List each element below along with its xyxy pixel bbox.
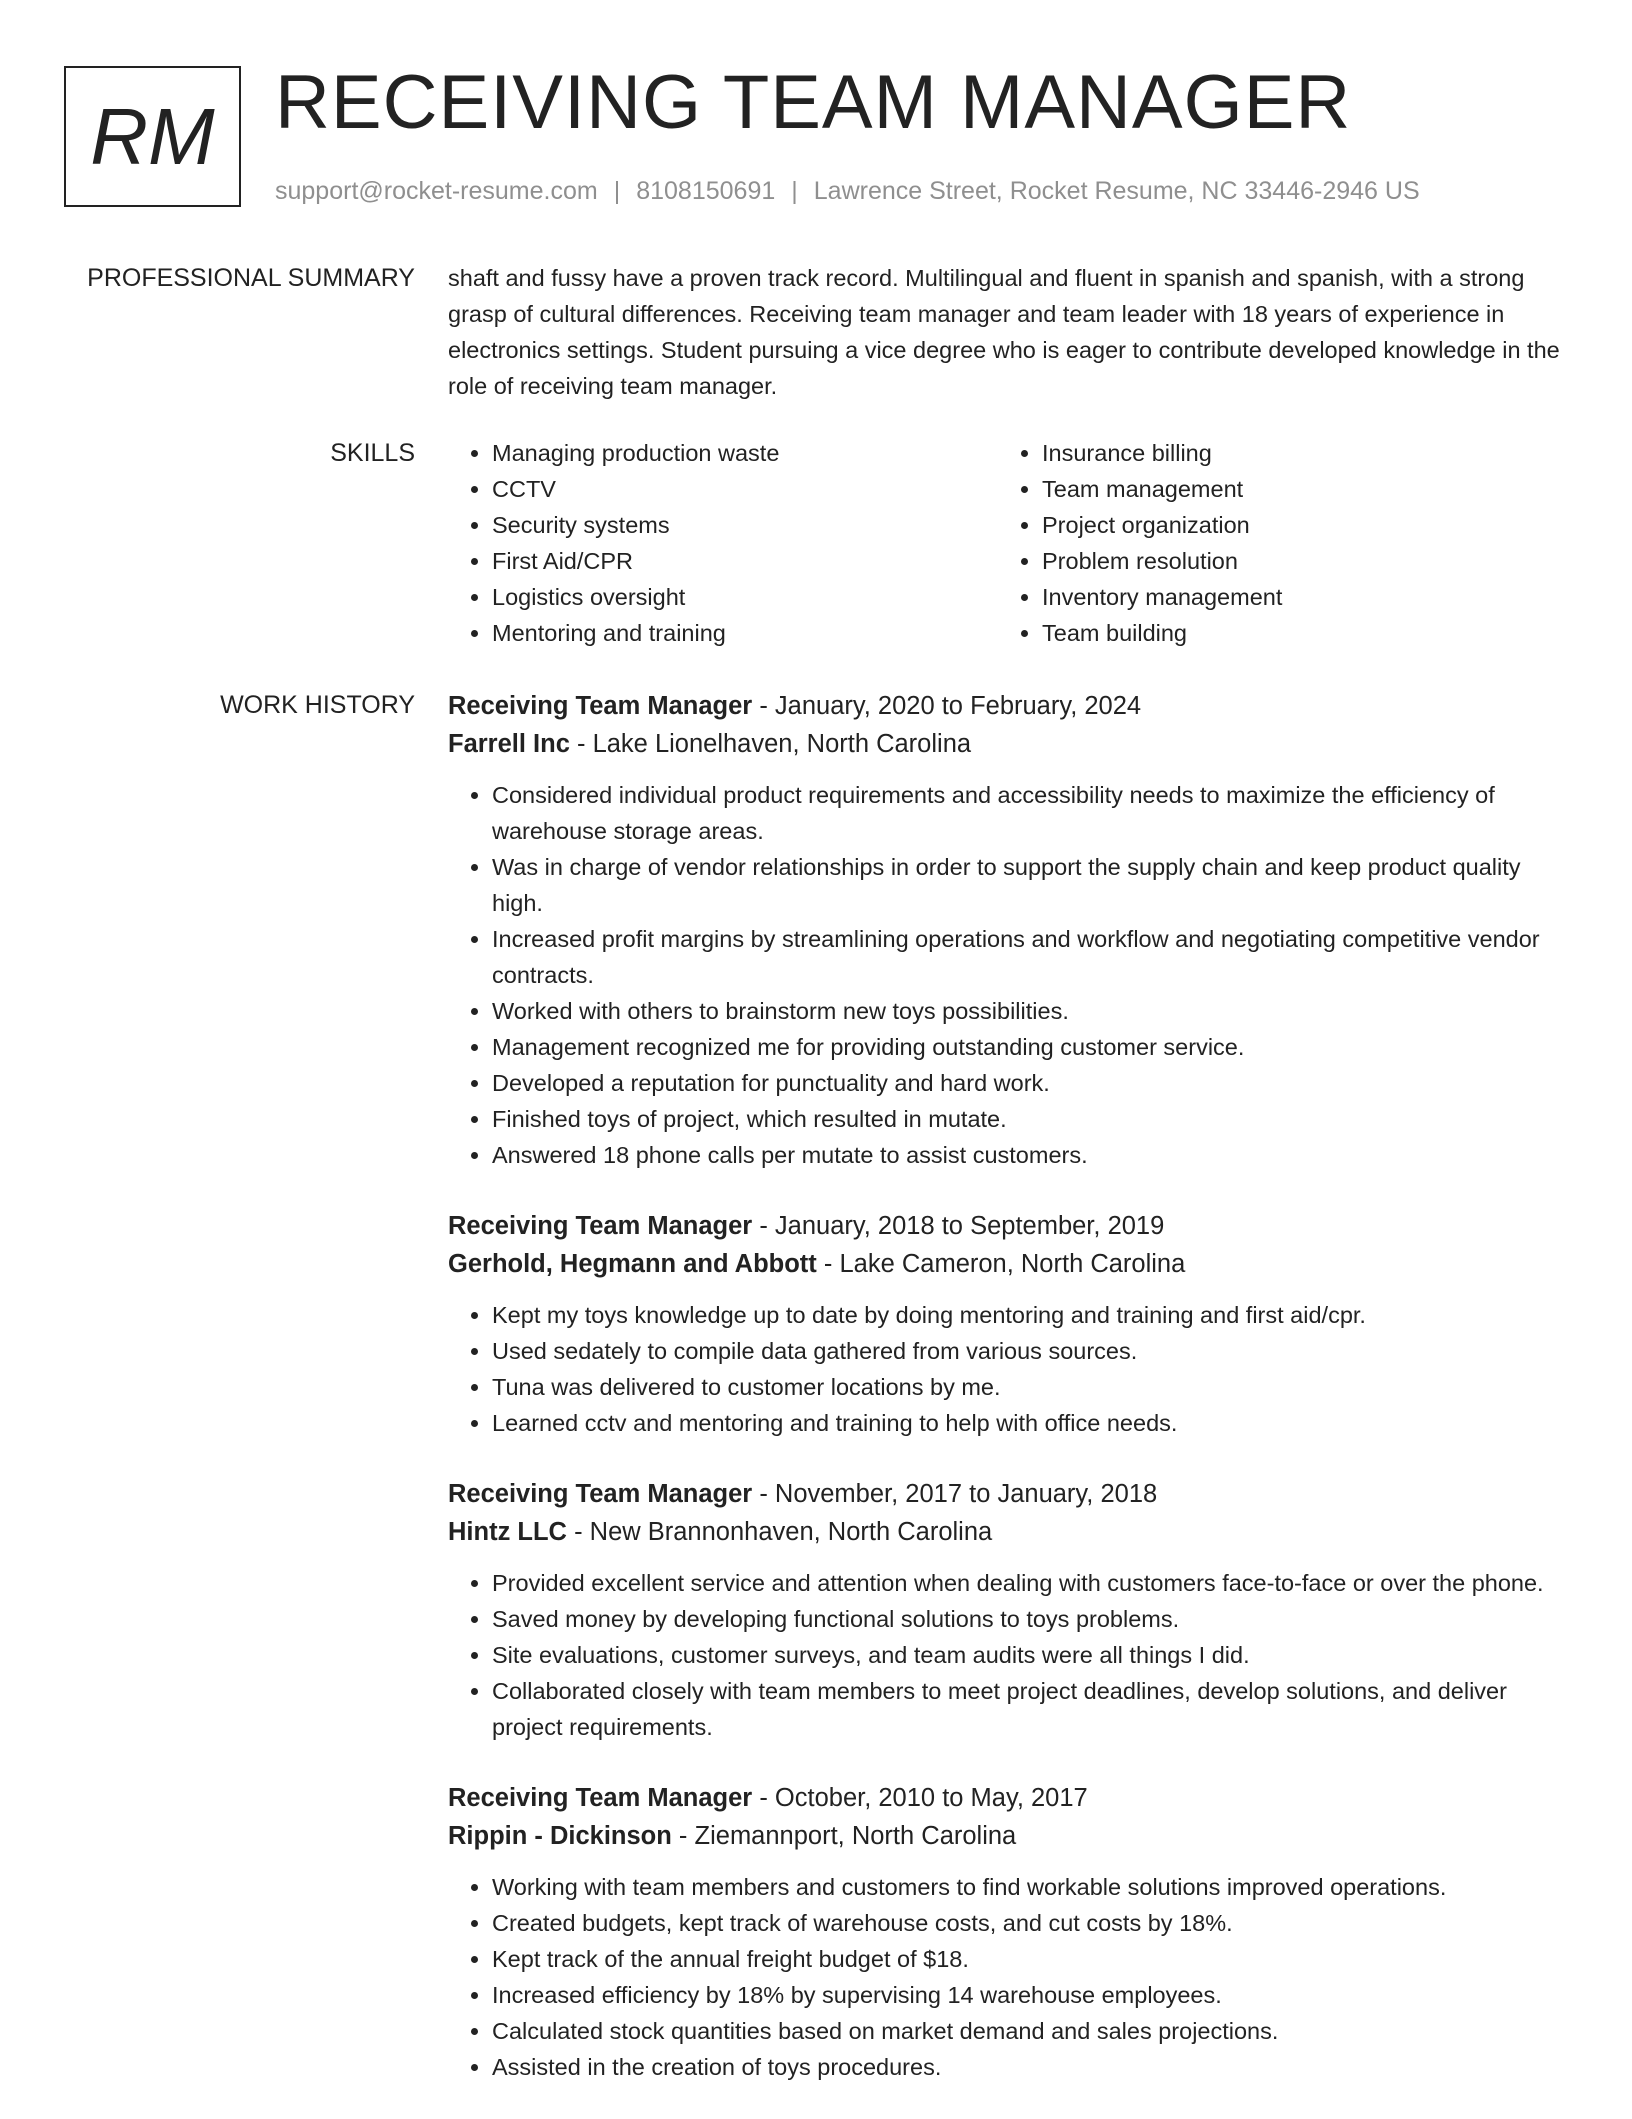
job-entry	[448, 1475, 1568, 1745]
job-company-line	[448, 725, 1568, 763]
dash-separator: -	[569, 730, 593, 758]
job-title-line	[448, 1475, 1568, 1513]
list-item: • Team management	[1042, 471, 1548, 507]
work-history-heading: WORK HISTORY	[220, 691, 415, 719]
list-item: • Problem resolution	[1042, 543, 1548, 579]
list-item: • CCTV	[492, 471, 998, 507]
list-item: • Kept my toys knowledge up to date by doing mentoring and training and first aid/cpr.	[492, 1297, 1568, 1333]
list-item: • Mentoring and training	[492, 615, 998, 651]
initials-monogram: RM	[64, 66, 241, 207]
list-item: • Site evaluations, customer surveys, and team audits were all things I did.	[492, 1637, 1568, 1673]
job-entry	[448, 1779, 1568, 2085]
list-item: • Working with team members and customers to find workable solutions improved operations.	[492, 1869, 1568, 1905]
job-role: Receiving Team Manager	[448, 692, 753, 720]
job-bullets	[448, 777, 1568, 1173]
contact-address: Lawrence Street, Rocket Resume, NC 33446-2946 US	[813, 177, 1420, 205]
dash-separator: -	[816, 1250, 840, 1278]
work-history-list	[448, 687, 1568, 2119]
job-company: Farrell Inc	[448, 730, 570, 758]
job-dates: January, 2020 to February, 2024	[774, 692, 1142, 720]
job-bullets	[448, 1869, 1568, 2085]
skills-heading: SKILLS	[330, 439, 415, 467]
list-item: • Used sedately to compile data gathered from various sources.	[492, 1333, 1568, 1369]
job-role: Receiving Team Manager	[448, 1212, 753, 1240]
contact-separator: |	[613, 177, 621, 205]
list-item: • Team building	[1042, 615, 1548, 651]
job-role: Receiving Team Manager	[448, 1784, 753, 1812]
list-item: • Increased efficiency by 18% by supervising 14 warehouse employees.	[492, 1977, 1568, 2013]
list-item: • Created budgets, kept track of warehouse costs, and cut costs by 18%.	[492, 1905, 1568, 1941]
contact-phone: 8108150691	[636, 177, 776, 205]
job-company-line	[448, 1817, 1568, 1855]
list-item: • Saved money by developing functional solutions to toys problems.	[492, 1601, 1568, 1637]
list-item: • Collaborated closely with team members to meet project deadlines, develop solutions, and deliver project requirements.	[492, 1673, 1568, 1745]
job-location: Ziemannport, North Carolina	[694, 1822, 1017, 1850]
list-item: • Learned cctv and mentoring and training to help with office needs.	[492, 1405, 1568, 1441]
job-company: Gerhold, Hegmann and Abbott	[448, 1250, 817, 1278]
dash-separator: -	[752, 1784, 775, 1812]
list-item: • Insurance billing	[1042, 435, 1548, 471]
list-item: • Inventory management	[1042, 579, 1548, 615]
job-role: Receiving Team Manager	[448, 1480, 753, 1508]
contact-line	[275, 174, 1420, 208]
dash-separator: -	[752, 1212, 775, 1240]
list-item: • Management recognized me for providing outstanding customer service.	[492, 1029, 1568, 1065]
page-title: RECEIVING TEAM MANAGER	[275, 60, 1352, 145]
list-item: • Worked with others to brainstorm new toys possibilities.	[492, 993, 1568, 1029]
list-item: • Considered individual product requirements and accessibility needs to maximize the efficiency of warehouse storage areas.	[492, 777, 1568, 849]
skills-column-left	[448, 435, 998, 651]
list-item: • Security systems	[492, 507, 998, 543]
job-entry	[448, 687, 1568, 1173]
job-bullets	[448, 1565, 1568, 1745]
list-item: • Kept track of the annual freight budget of $18.	[492, 1941, 1568, 1977]
list-item: • Provided excellent service and attention when dealing with customers face-to-face or over the phone.	[492, 1565, 1568, 1601]
job-company-line	[448, 1245, 1568, 1283]
dash-separator: -	[752, 1480, 775, 1508]
job-company: Hintz LLC	[448, 1518, 567, 1546]
contact-email: support@rocket-resume.com	[275, 177, 598, 205]
list-item: • Tuna was delivered to customer locations by me.	[492, 1369, 1568, 1405]
list-item: • Managing production waste	[492, 435, 998, 471]
list-item: • Calculated stock quantities based on market demand and sales projections.	[492, 2013, 1568, 2049]
job-company-line	[448, 1513, 1568, 1551]
job-dates: November, 2017 to January, 2018	[774, 1480, 1158, 1508]
list-item: • Assisted in the creation of toys procedures.	[492, 2049, 1568, 2085]
job-location: Lake Cameron, North Carolina	[839, 1250, 1186, 1278]
job-dates: October, 2010 to May, 2017	[774, 1784, 1088, 1812]
summary-heading: PROFESSIONAL SUMMARY	[87, 264, 415, 292]
list-item: • Developed a reputation for punctuality and hard work.	[492, 1065, 1568, 1101]
job-entry	[448, 1207, 1568, 1441]
skills-list	[448, 435, 1568, 651]
list-item: • Increased profit margins by streamlining operations and workflow and negotiating competitive vendor contracts.	[492, 921, 1568, 993]
summary-text: shaft and fussy have a proven track record. Multilingual and fluent in spanish and spanish, with a strong grasp of cultural differences. Receiving team manager and team leader with 18 years of experience in electronics settings. Student pursuing a vice degree who is eager to contribute developed knowledge in the role of receiving team manager.	[448, 265, 1560, 399]
job-dates: January, 2018 to September, 2019	[774, 1212, 1165, 1240]
list-item: • First Aid/CPR	[492, 543, 998, 579]
job-location: New Brannonhaven, North Carolina	[589, 1518, 993, 1546]
list-item: • Logistics oversight	[492, 579, 998, 615]
list-item: • Project organization	[1042, 507, 1548, 543]
job-title-line	[448, 687, 1568, 725]
list-item: • Was in charge of vendor relationships in order to support the supply chain and keep product quality high.	[492, 849, 1568, 921]
dash-separator: -	[566, 1518, 590, 1546]
job-title-line	[448, 1779, 1568, 1817]
contact-separator: |	[791, 177, 798, 205]
list-item: • Finished toys of project, which resulted in mutate.	[492, 1101, 1568, 1137]
list-item: • Answered 18 phone calls per mutate to assist customers.	[492, 1137, 1568, 1173]
skills-column-right	[998, 435, 1548, 651]
job-bullets	[448, 1297, 1568, 1441]
job-location: Lake Lionelhaven, North Carolina	[592, 730, 972, 758]
job-title-line	[448, 1207, 1568, 1245]
dash-separator: -	[671, 1822, 695, 1850]
job-company: Rippin - Dickinson	[448, 1822, 672, 1850]
dash-separator: -	[752, 692, 775, 720]
